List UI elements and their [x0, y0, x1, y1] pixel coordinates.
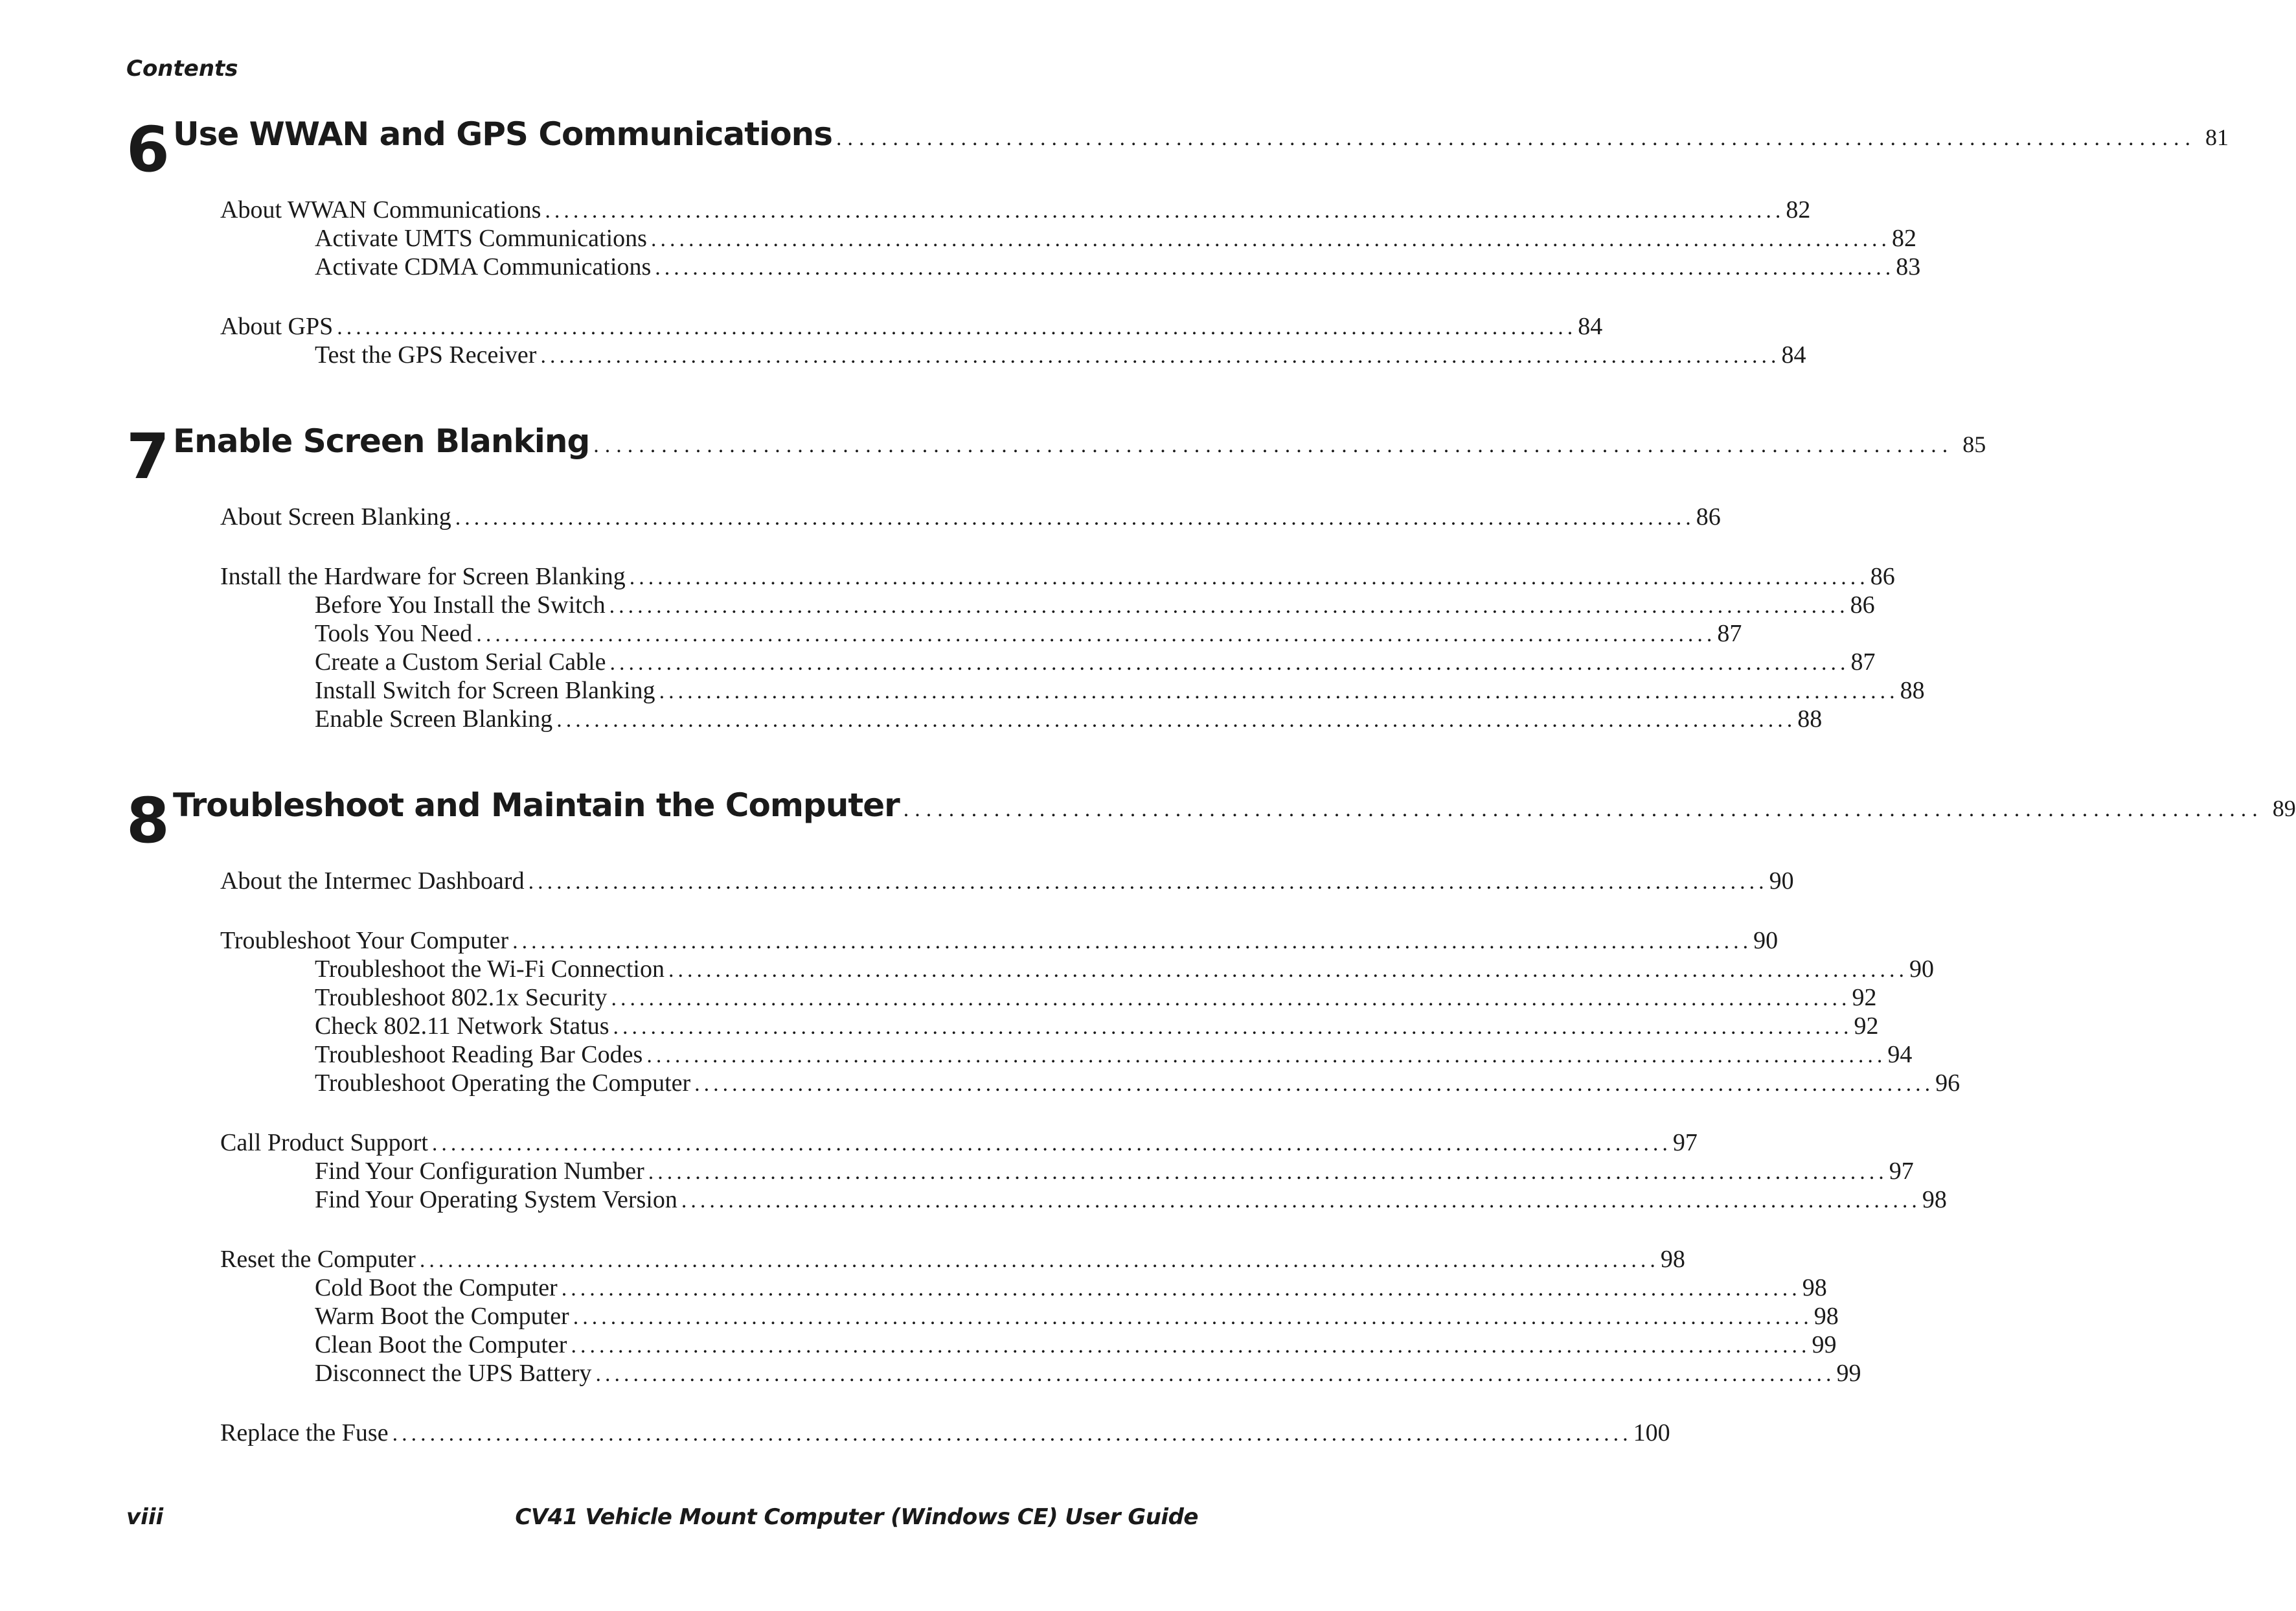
entry-title: Activate UMTS Communications — [315, 225, 647, 252]
entry-page-number: 83 — [1896, 253, 1921, 280]
toc-entry[interactable] — [315, 1359, 1861, 1388]
toc-entry[interactable] — [220, 562, 1895, 591]
entry-page-number: 99 — [1812, 1331, 1837, 1358]
entry-page-number: 88 — [1797, 705, 1823, 733]
entry-title: Call Product Support — [220, 1129, 428, 1156]
toc-entry[interactable] — [220, 1128, 1698, 1157]
dot-leader: .................................................................................................................................... — [659, 680, 1899, 703]
entry-page-number: 98 — [1922, 1186, 1947, 1213]
dot-leader: .................................................................................................................................... — [419, 1248, 1659, 1272]
entry-title: Enable Screen Blanking — [315, 705, 553, 733]
dot-leader: .................................................................................................................................... — [611, 987, 1851, 1011]
entry-title: Install the Hardware for Screen Blanking — [220, 563, 626, 590]
dot-leader: .................................................................................................................................... — [561, 1277, 1801, 1301]
dot-leader: .................................................................................................................................... — [337, 315, 1577, 339]
chapter-page-number: 89 — [2272, 795, 2296, 821]
entry-title: About Screen Blanking — [220, 503, 451, 531]
chapter-title: Troubleshoot and Maintain the Computer — [173, 786, 900, 824]
dot-leader: ........................................................................................................................ — [836, 126, 2197, 150]
entry-title: Troubleshoot the Wi-Fi Connection — [315, 955, 665, 983]
entry-page-number: 84 — [1781, 341, 1806, 369]
chapter-page-number: 85 — [1962, 431, 1986, 457]
entry-title: Test the GPS Receiver — [315, 341, 537, 369]
toc-entry[interactable] — [315, 224, 1916, 253]
toc-entry[interactable] — [220, 1245, 1685, 1274]
footer-page-number: viii — [126, 1504, 164, 1530]
dot-leader: .................................................................................................................................... — [545, 199, 1785, 223]
entry-page-number: 99 — [1836, 1360, 1861, 1387]
toc-entry[interactable] — [315, 1185, 1947, 1214]
toc-entry[interactable] — [315, 676, 1925, 705]
chapter-number: 6 — [126, 113, 167, 186]
entry-page-number: 92 — [1852, 984, 1877, 1011]
footer-guide-title: CV41 Vehicle Mount Computer (Windows CE) User Guide — [515, 1504, 1198, 1530]
chapter-6-heading[interactable] — [126, 113, 2229, 186]
entry-title: Disconnect the UPS Battery — [315, 1360, 592, 1387]
dot-leader: .................................................................................................................................... — [573, 1305, 1813, 1329]
entry-title: Troubleshoot Reading Bar Codes — [315, 1041, 643, 1068]
dot-leader: ........................................................................................................................ — [903, 797, 2264, 821]
toc-entry[interactable] — [315, 648, 1876, 676]
entry-page-number: 90 — [1769, 867, 1794, 895]
chapter-number: 8 — [126, 784, 167, 857]
entry-title: Troubleshoot Your Computer — [220, 927, 509, 954]
dot-leader: .................................................................................................................................... — [650, 227, 1891, 251]
chapter-page-number: 81 — [2205, 124, 2229, 150]
toc-entry[interactable] — [220, 1419, 1670, 1447]
entry-page-number: 94 — [1887, 1041, 1913, 1068]
entry-page-number: 86 — [1870, 563, 1895, 590]
toc-entry[interactable] — [315, 705, 1823, 733]
entry-page-number: 86 — [1696, 503, 1721, 531]
dot-leader: .................................................................................................................................... — [629, 566, 1869, 589]
toc-entry[interactable] — [315, 1157, 1914, 1185]
toc-entry[interactable] — [315, 591, 1875, 619]
dot-leader: .................................................................................................................................... — [681, 1189, 1921, 1213]
dot-leader: .................................................................................................................................... — [540, 344, 1780, 368]
running-header: Contents — [126, 56, 238, 82]
dot-leader: .................................................................................................................................... — [431, 1132, 1672, 1156]
dot-leader: .................................................................................................................................... — [613, 1015, 1853, 1039]
entry-title: Reset the Computer — [220, 1246, 416, 1273]
entry-title: Replace the Fuse — [220, 1419, 389, 1446]
entry-page-number: 92 — [1854, 1012, 1879, 1040]
entry-title: Warm Boot the Computer — [315, 1303, 569, 1330]
entry-page-number: 87 — [1850, 648, 1876, 676]
entry-page-number: 97 — [1889, 1158, 1914, 1185]
entry-title: Troubleshoot Operating the Computer — [315, 1069, 691, 1097]
chapter-title: Use WWAN and GPS Communications — [173, 115, 833, 153]
entry-title: Find Your Configuration Number — [315, 1158, 644, 1185]
dot-leader: .................................................................................................................................... — [571, 1334, 1811, 1358]
toc-entry[interactable] — [315, 955, 1934, 983]
toc-entry[interactable] — [220, 503, 1721, 531]
toc-entry[interactable] — [315, 1302, 1839, 1331]
entry-title: Before You Install the Switch — [315, 591, 606, 619]
toc-entry[interactable] — [315, 619, 1742, 648]
entry-page-number: 82 — [1891, 225, 1916, 252]
toc-entry[interactable] — [315, 1012, 1879, 1040]
entry-page-number: 98 — [1802, 1274, 1827, 1301]
entry-title: Create a Custom Serial Cable — [315, 648, 606, 676]
dot-leader: .................................................................................................................................... — [655, 256, 1895, 280]
entry-title: About WWAN Communications — [220, 196, 541, 223]
toc-entry[interactable] — [220, 926, 1779, 955]
dot-leader: .................................................................................................................................... — [609, 651, 1850, 675]
chapter-title-row — [173, 115, 2229, 161]
entry-page-number: 90 — [1753, 927, 1779, 954]
toc-entry[interactable] — [315, 1274, 1827, 1302]
entry-page-number: 98 — [1813, 1303, 1839, 1330]
entry-page-number: 98 — [1660, 1246, 1685, 1273]
toc-entry[interactable] — [220, 312, 1603, 341]
chapter-number: 7 — [126, 420, 167, 493]
dot-leader: .................................................................................................................................... — [476, 623, 1716, 646]
entry-title: Activate CDMA Communications — [315, 253, 652, 280]
dot-leader: .................................................................................................................................... — [556, 708, 1797, 732]
dot-leader: .................................................................................................................................... — [455, 506, 1695, 530]
entry-title: Find Your Operating System Version — [315, 1186, 677, 1213]
entry-title: Troubleshoot 802.1x Security — [315, 984, 608, 1011]
dot-leader: .................................................................................................................................... — [694, 1072, 1935, 1096]
toc-entry[interactable] — [315, 983, 1877, 1012]
entry-title: Clean Boot the Computer — [315, 1331, 567, 1358]
chapter-title-row — [173, 422, 1986, 468]
dot-leader: .................................................................................................................................... — [512, 930, 1753, 954]
entry-page-number: 90 — [1909, 955, 1934, 983]
entry-page-number: 100 — [1633, 1419, 1670, 1446]
toc-entry[interactable] — [220, 196, 1811, 224]
entry-title: About the Intermec Dashboard — [220, 867, 525, 895]
entry-page-number: 82 — [1786, 196, 1811, 223]
chapter-title: Enable Screen Blanking — [173, 422, 590, 460]
dot-leader: .................................................................................................................................... — [646, 1044, 1887, 1068]
toc-entry[interactable] — [220, 867, 1794, 895]
entry-title: Tools You Need — [315, 620, 473, 647]
dot-leader: .................................................................................................................................... — [648, 1160, 1888, 1184]
entry-title: Check 802.11 Network Status — [315, 1012, 609, 1040]
entry-page-number: 86 — [1850, 591, 1875, 619]
entry-page-number: 84 — [1578, 313, 1603, 340]
toc-entry[interactable] — [315, 341, 1806, 369]
dot-leader: .................................................................................................................................... — [609, 594, 1849, 618]
chapter-7-heading[interactable] — [126, 420, 1986, 493]
dot-leader: .................................................................................................................................... — [528, 870, 1768, 894]
toc-entry[interactable] — [315, 1040, 1913, 1069]
toc-entry[interactable] — [315, 1331, 1837, 1359]
entry-title: Cold Boot the Computer — [315, 1274, 558, 1301]
entry-page-number: 88 — [1900, 677, 1925, 704]
dot-leader: .................................................................................................................................... — [595, 1362, 1836, 1386]
entry-page-number: 96 — [1935, 1069, 1961, 1097]
chapter-8-heading[interactable] — [126, 784, 2296, 857]
entry-title: About GPS — [220, 313, 334, 340]
dot-leader: .................................................................................................................................... — [392, 1422, 1632, 1446]
toc-entry[interactable] — [315, 1069, 1961, 1097]
entry-page-number: 97 — [1672, 1129, 1698, 1156]
entry-title: Install Switch for Screen Blanking — [315, 677, 655, 704]
entry-page-number: 87 — [1717, 620, 1742, 647]
chapter-title-row — [173, 786, 2296, 832]
dot-leader: .................................................................................................................................... — [668, 958, 1908, 982]
dot-leader: ........................................................................................................................ — [593, 433, 1954, 457]
toc-entry[interactable] — [315, 253, 1921, 281]
